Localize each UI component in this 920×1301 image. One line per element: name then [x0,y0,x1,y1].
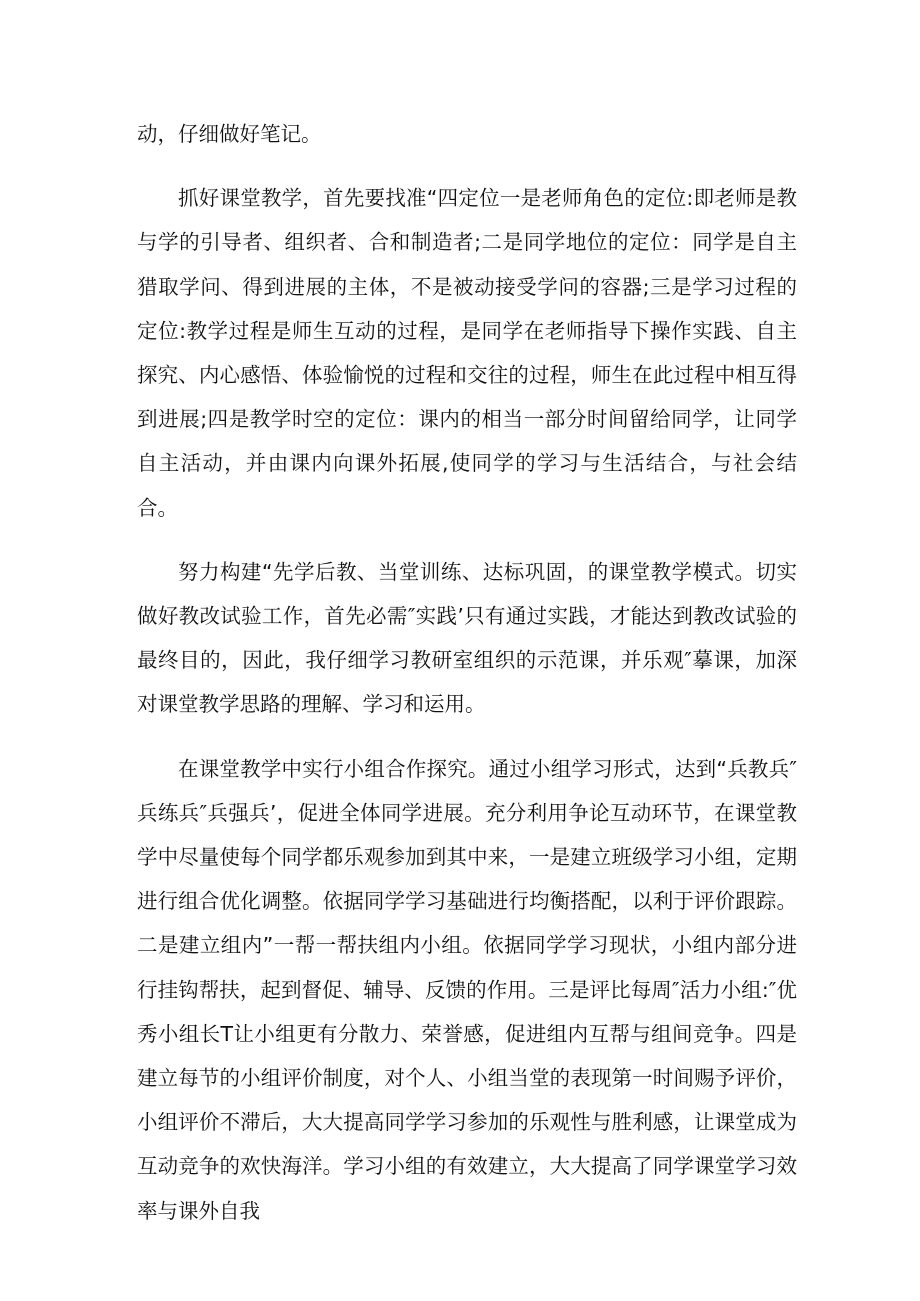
paragraph-group-cooperation: 在课堂教学中实行小组合作探究。通过小组学习形式，达到“兵教兵″兵练兵″兵强兵’，促进全体同学进展。充分利用争论互动环节，在课堂教学中尽量使每个同学都乐观参加到其中来，一是建立班级学习小组，定期进行组合优化调整。依据同学学习基础进行均衡搭配，以利于评价跟踪。二是建立组内”一帮一帮扶组内小组。依据同学学习现状，小组内部分进行挂钩帮扶，起到督促、辅导、反馈的作用。三是评比每周″活力小组:″优秀小组长T让小组更有分散力、荣誉感，促进组内互帮与组间竞争。四是建立每节的小组评价制度，对个人、小组当堂的表现第一时间赐予评价，小组评价不滞后，大大提高同学学习参加的乐观性与胜利感，让课堂成为互动竞争的欢快海洋。学习小组的有效建立，大大提高了同学课堂学习效率与课外自我 [137,756,797,1223]
paragraph-four-positions: 抓好课堂教学，首先要找准“四定位一是老师角色的定位:即老师是教与学的引导者、组织者、合和制造者;二是同学地位的定位：同学是自主猎取学问、得到进展的主体，不是被动接受学问的容器;三是学习过程的定位:教学过程是师生互动的过程，是同学在老师指导下操作实践、自主探究、内心感悟、体验愉悦的过程和交往的过程，师生在此过程中相互得到进展;四是教学时空的定位：课内的相当一部分时间留给同学，让同学自主活动，并由课内向课外拓展,使同学的学习与生活结合，与社会结合。 [137,186,797,520]
paragraph-continuation: 动，仔细做好笔记。 [137,122,322,146]
body-text [137,112,797,1253]
paragraph-teaching-model: 努力构建“先学后教、当堂训练、达标巩固，的课堂教学模式。切实做好教改试验工作，首先必需″实践’只有通过实践，才能达到教改试验的最终目的，因此，我仔细学习教研室组织的示范课，并乐观″摹课，加深对课堂教学思路的理解、学习和运用。 [137,559,797,717]
